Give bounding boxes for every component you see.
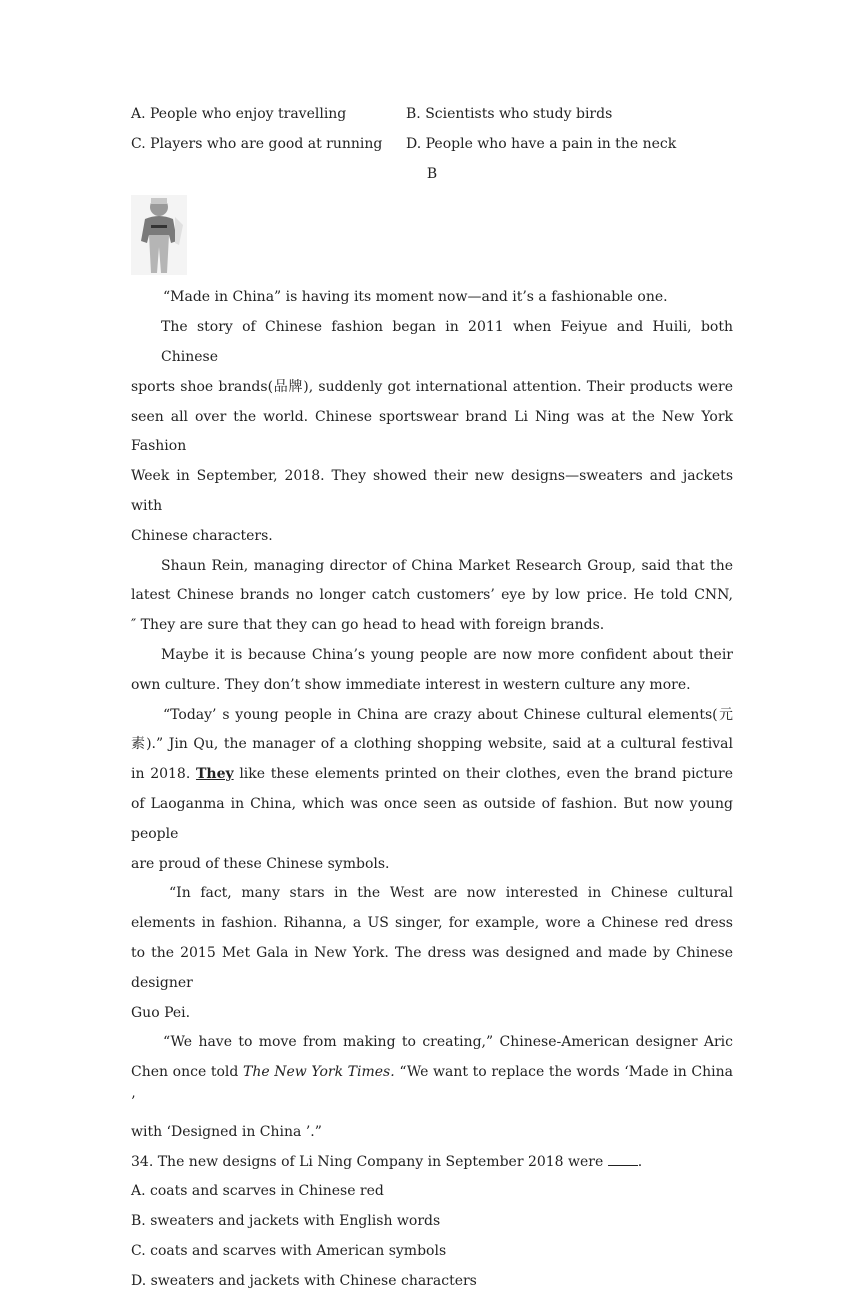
paragraph-7-line-2-pre: Chen once told [131, 1064, 239, 1081]
question-34-stem [131, 1148, 733, 1178]
section-label: B [426, 165, 438, 182]
paragraph-2-line-5: Chinese characters. [131, 527, 273, 544]
paragraph-3-line-1: Shaun Rein, managing director of China Market Research Group, said that the [161, 557, 733, 574]
question-option-c: C. coats and scarves with American symbols [131, 1242, 447, 1259]
question-option-b: B. sweaters and jackets with English words [131, 1213, 441, 1230]
paragraph-4-line-1: Maybe it is because China’s young people are now more confident about their [161, 646, 733, 663]
paragraph-7-line-2 [131, 1058, 733, 1118]
paragraph-2-line-4: Week in September, 2018. They showed their new designs—sweaters and jackets with [131, 468, 733, 514]
paragraph-3-line-3: ″ They are sure that they can go head to head with foreign brands. [131, 617, 605, 634]
option-b: B. Scientists who study birds [406, 106, 613, 122]
fashion-model-photo [131, 195, 187, 275]
option-a: A. People who enjoy travelling [131, 106, 347, 122]
paragraph-2-line-2: sports shoe brands(品牌), suddenly got international attention. Their products were [131, 378, 733, 395]
paragraph-5-line-5: are proud of these Chinese symbols. [131, 855, 390, 872]
paragraph-3-line-2: latest Chinese brands no longer catch customers’ eye by low price. He told CNN, [131, 587, 733, 604]
paragraph-6-line-1: “In fact, many stars in the West are now interested in Chinese cultural [169, 885, 733, 902]
previous-options-row-1 [131, 100, 733, 130]
paragraph-2-line-1: The story of Chinese fashion began in 2011 when Feiyue and Huili, both Chinese [161, 319, 733, 365]
question-stem-end: . [637, 1153, 643, 1170]
paragraph-2-line-3: seen all over the world. Chinese sportswear brand Li Ning was at the New York Fashion [131, 408, 733, 455]
option-c: C. Players who are good at running [131, 135, 383, 152]
paragraph-7-line-1: “We have to move from making to creating,” Chinese-American designer Aric [163, 1034, 733, 1051]
paragraph-7-line-2-post: “We want to replace the words ‘Made in China ’ [131, 1064, 734, 1110]
paragraph-7-line-3: with ‘Designed in China ’.” [131, 1123, 322, 1140]
previous-options-row-2 [131, 130, 733, 160]
option-d: D. People who have a pain in the neck [406, 135, 677, 152]
paragraph-5-line-1: “Today’ s young people in China are crazy about Chinese cultural elements(元 [163, 706, 733, 723]
underlined-they: They [195, 766, 234, 783]
document-page [131, 100, 733, 1296]
newspaper-title: The New York Times. [243, 1064, 395, 1081]
paragraph-5-line-4: of Laoganma in China, which was once seen as outside of fashion. But now young people [131, 795, 733, 842]
paragraph-5-line-3 [131, 760, 733, 790]
paragraph-5-line-3-post: like these elements printed on their clothes, even the brand picture [239, 766, 734, 783]
paragraph-6-line-2: elements in fashion. Rihanna, a US singer, for example, wore a Chinese red dress [131, 915, 733, 932]
question-stem-text: 34. The new designs of Li Ning Company in September 2018 were [131, 1153, 604, 1170]
paragraph-4-line-2: own culture. They don’t show immediate interest in western culture any more. [131, 676, 691, 693]
paragraph-6-line-3: to the 2015 Met Gala in New York. The dress was designed and made by Chinese designer [131, 944, 733, 991]
paragraph-1: “Made in China” is having its moment now—and it’s a fashionable one. [163, 289, 668, 306]
paragraph-5-line-2: 素).” Jin Qu, the manager of a clothing shopping website, said at a cultural festival [131, 736, 733, 753]
question-option-a: A. coats and scarves in Chinese red [131, 1183, 384, 1200]
paragraph-5-line-3-pre: in 2018. [131, 766, 191, 783]
question-option-d: D. sweaters and jackets with Chinese characters [131, 1272, 477, 1289]
answer-blank [608, 1151, 638, 1166]
paragraph-6-line-4: Guo Pei. [131, 1004, 191, 1021]
